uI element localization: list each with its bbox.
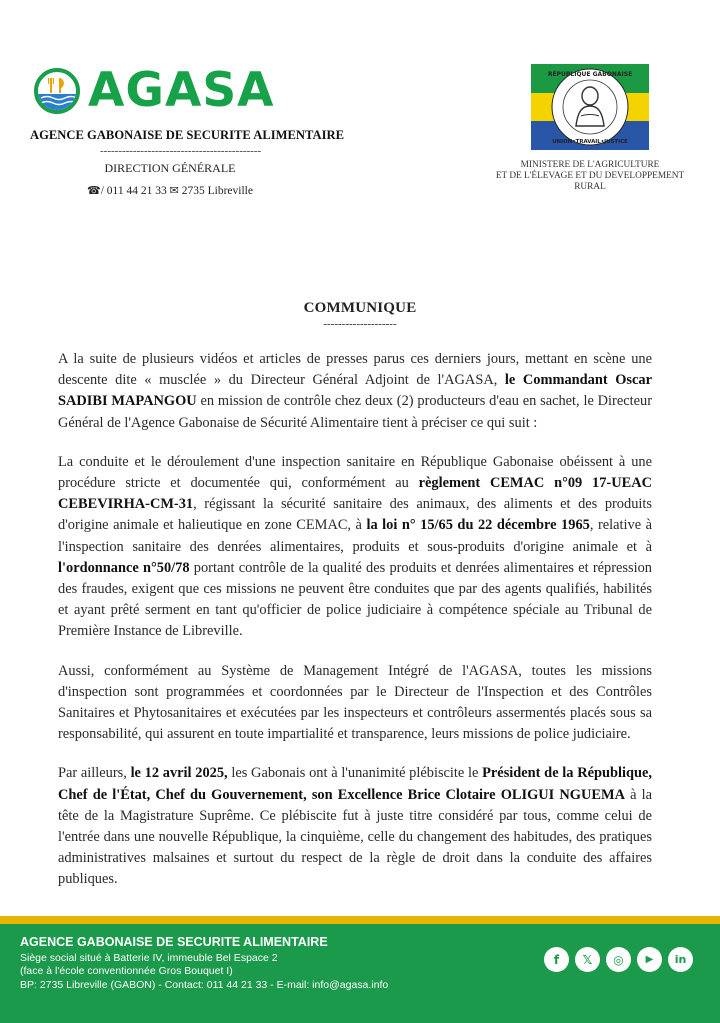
paragraph-4 [58, 763, 652, 890]
footer [0, 924, 720, 1023]
agasa-emblem-icon [34, 68, 80, 114]
social-links [544, 947, 693, 972]
ministry-name [482, 160, 698, 193]
envelope-icon: ✉ [169, 184, 179, 197]
p2-text-e: , relative à l'inspection sanitaire des denrées alimentaires, produits et sous-produits d'origine animale et à [58, 517, 653, 555]
document-title: COMMUNIQUE [303, 300, 417, 316]
agasa-logo [34, 60, 314, 122]
p4-text-c: les Gabonais ont à l'unanimité plébiscite le [227, 765, 483, 782]
paragraph-2 [58, 452, 652, 643]
ministry-line-2: ET DE L'ÉLEVAGE ET DU DEVELOPPEMENT [495, 171, 685, 181]
agency-name: AGENCE GABONAISE DE SECURITE ALIMENTAIRE [30, 128, 344, 142]
footer-agency-name: AGENCE GABONAISE DE SECURITE ALIMENTAIRE [20, 935, 328, 949]
p2-text-a: La conduite et le déroulement d'une inspection sanitaire en République Gabonaise obéissent à une procédure stricte et documentée qui, conformément au [58, 453, 652, 492]
paragraph-3: Aussi, conformément au Système de Management Intégré de l'AGASA, toutes les missions d'inspection sont programmées et coordonnées par le Directeur de l'Inspection et des Contrôles Sanitaires et Phytosanitaires et exécutées par les inspecteurs et contrôleurs assermentés placés sous sa responsabilité, qui assurent en toute impartialité et transparence, leurs missions de police judiciaire. [58, 662, 652, 743]
p4-bold-president: Président de la République, Chef de l'État, Chef du Gouvernement, son Excellence Brice Clotaire OLIGUI NGUEMA [58, 765, 652, 803]
contact-box: 2735 Libreville [181, 185, 253, 197]
p1-text-a: A la suite de plusieurs vidéos et articles de presses parus ces derniers jours, mettant en scène une descente dite « musclée » du Directeur Général Adjoint de l'AGASA, [58, 351, 652, 389]
p2-text-g: portant contrôle de la qualité des produits et denrées alimentaires et répression des fraudes, exigent que ces missions ne peuvent être conduites que par des agents qualifiés, habilités et ayant prêté serment en tant qu'officier de police judiciaire à compétence spéciale au Tribunal de Première Instance de Libreville. [58, 559, 652, 640]
p4-text-e: à la tête de la Magistrature Suprême. Ce plébiscite fut à juste titre considéré par tous, comme celui de l'entrée dans une nouvelle République, la cinquième, celle du changement des habitudes, des pratiques administratives malsaines et surtout du respect de la règle de droit dans la conduite des affaires publiques. [58, 786, 652, 888]
p2-bold-loi: la loi n° 15/65 du 22 décembre 1965 [366, 517, 590, 534]
facebook-icon[interactable]: f [544, 947, 569, 972]
p2-bold-reglement: règlement CEMAC n°09 17-UEAC CEBEVIRHA-CM-31 [58, 475, 652, 513]
direction-generale: DIRECTION GÉNÉRALE [104, 161, 236, 175]
p1-text-c: en mission de contrôle chez deux (2) producteurs d'eau en sachet, le Directeur Général de l'Agence Gabonaise de Sécurité Alimentaire tient à préciser ce qui suit : [58, 393, 652, 431]
header-separator: -------------------------------------------- [100, 145, 262, 157]
footer-contact-line: BP: 2735 Libreville (GABON) - Contact: 011 44 21 33 - E-mail: info@agasa.info [20, 979, 389, 991]
p1-bold-name: le Commandant Oscar SADIBI MAPANGOU [58, 372, 653, 410]
youtube-icon[interactable]: ▶ [637, 947, 662, 972]
title-underline: -------------------- [323, 318, 397, 330]
contact-phone: / 011 44 21 33 [100, 185, 167, 197]
p2-bold-ordonnance: l'ordonnance n°50/78 [58, 559, 190, 576]
p4-bold-date: le 12 avril 2025, [130, 765, 228, 782]
phone-icon: ☎ [87, 184, 101, 197]
footer-stripe [0, 916, 720, 924]
contact-line [30, 184, 310, 197]
instagram-icon[interactable]: ◎ [606, 947, 631, 972]
p2-text-c: , régissant la sécurité sanitaire des animaux, des aliments et des produits d'origine animale et halieutique en zone CEMAC, à [58, 496, 652, 534]
linkedin-icon[interactable]: in [668, 947, 693, 972]
gabon-coat-of-arms [531, 64, 649, 150]
ministry-line-3: RURAL [574, 182, 606, 192]
emblem-text-top: RÉPUBLIQUE GABONAISE [547, 71, 633, 78]
x-icon[interactable]: 𝕏 [575, 947, 600, 972]
paragraph-1 [58, 349, 652, 434]
logo-wordmark: AGASA [88, 63, 275, 118]
footer-address-line-2: (face à l'école conventionnée Gros Bouquet I) [20, 965, 233, 977]
communique-body [58, 349, 652, 909]
p4-text-a: Par ailleurs, [58, 765, 131, 782]
ministry-line-1: MINISTERE DE L'AGRICULTURE [520, 160, 660, 170]
footer-address-line-1: Siège social situé à Batterie IV, immeuble Bel Espace 2 [20, 952, 278, 964]
emblem-text-bottom: UNION•TRAVAIL•JUSTICE [552, 139, 628, 145]
